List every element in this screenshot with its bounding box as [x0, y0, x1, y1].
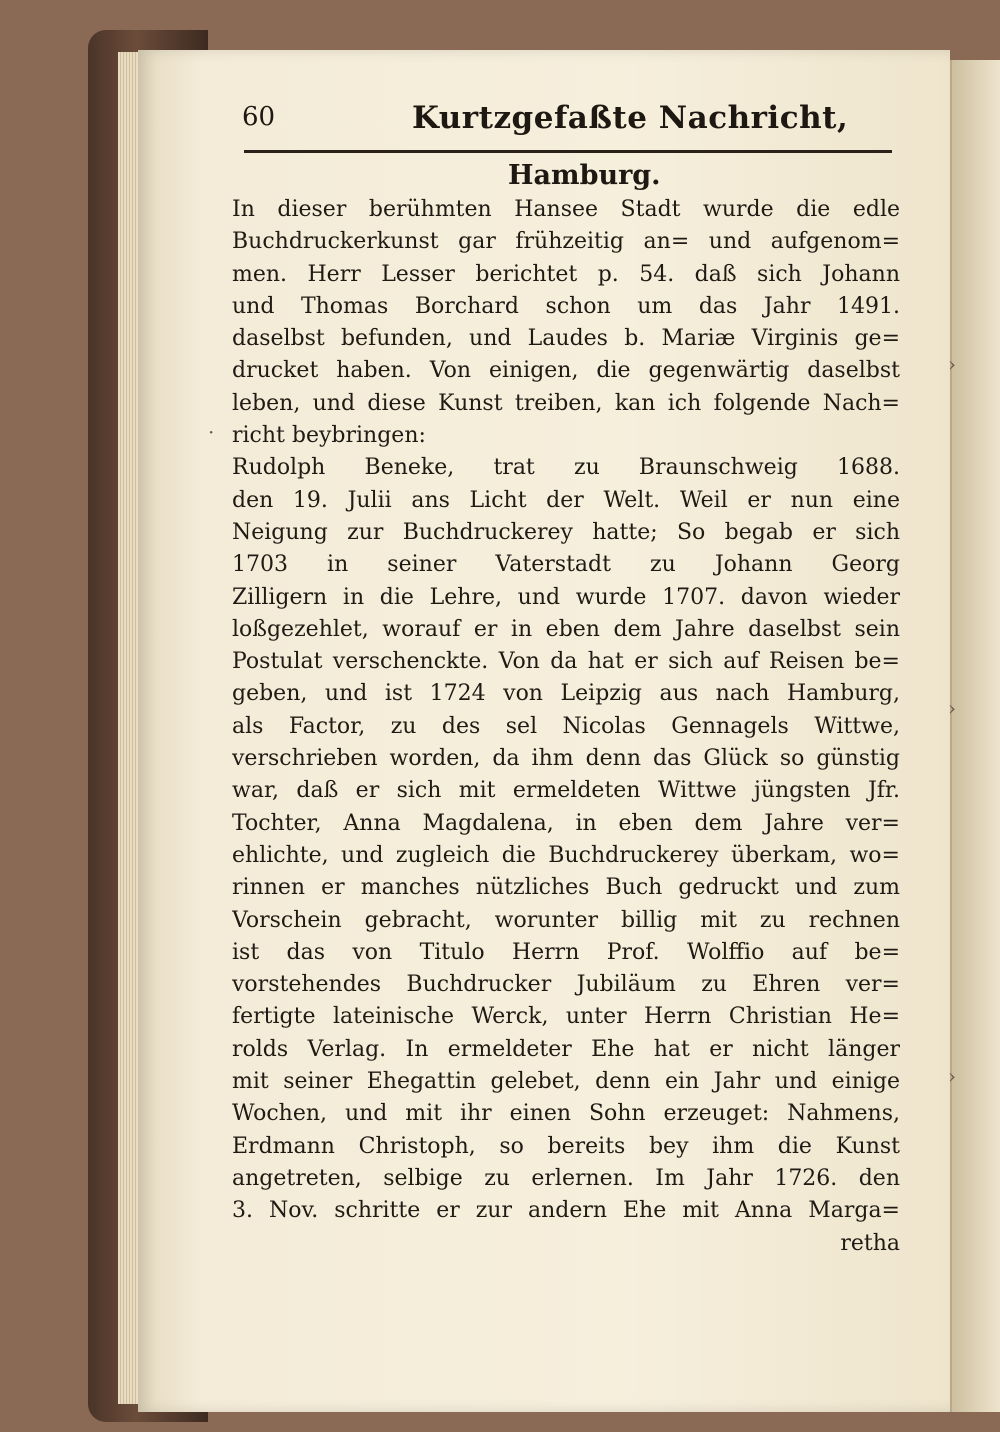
text-line: retha [840, 1230, 900, 1256]
page-number: 60 [242, 102, 276, 132]
text-line: geben, und ist 1724 von Leipzig aus nach Hamburg, [232, 681, 900, 707]
text-line: Wochen, und mit ihr einen Sohn erzeuget: Nahmens, [232, 1101, 900, 1127]
text-line: war, daß er sich mit ermeldeten Wittwe jüngsten Jfr. [232, 778, 900, 804]
facing-page-edge [950, 60, 1000, 1412]
text-line: verschrieben worden, da ihm denn das Glück so günstig [232, 746, 900, 772]
text-line: Vorschein gebracht, worunter billig mit zu rechnen [232, 907, 900, 933]
text-line: Zilligern in die Lehre, und wurde 1707. davon wieder [232, 584, 900, 610]
page-header [242, 100, 892, 150]
text-line: Neigung zur Buchdruckerey hatte; So begab er sich [232, 519, 900, 545]
text-line: als Factor, zu des sel Nicolas Gennagels Wittwe, [232, 713, 900, 739]
running-head: Kurtzgefaßte Nachricht, [412, 100, 849, 136]
text-line: Rudolph Beneke, trat zu Braunschweig 1688. [232, 455, 900, 481]
text-line: daselbst befunden, und Laudes b. Mariæ Virginis ge= [232, 326, 900, 352]
margin-mark: › [948, 1064, 956, 1088]
text-line: drucket haben. Von einigen, die gegenwärtig daselbst [232, 358, 900, 384]
text-line: Buchdruckerkunst gar frühzeitig an= und aufgenom= [232, 229, 900, 255]
text-line: angetreten, selbige zu erlernen. Im Jahr 1726. den [232, 1165, 900, 1191]
text-line: Postulat verschenckte. Von da hat er sich auf Reisen be= [232, 649, 900, 675]
text-line: den 19. Julii ans Licht der Welt. Weil er nun eine [232, 487, 900, 513]
text-line: 3. Nov. schritte er zur andern Ehe mit Anna Marga= [232, 1198, 900, 1224]
text-line: vorstehendes Buchdrucker Jubiläum zu Ehren ver= [232, 972, 900, 998]
text-line: fertigte lateinische Werck, unter Herrn Christian He= [232, 1004, 900, 1030]
text-line: Tochter, Anna Magdalena, in eben dem Jahre ver= [232, 810, 900, 836]
text-line: leben, und diese Kunst treiben, kan ich folgende Nach= [232, 390, 900, 416]
text-line: men. Herr Lesser berichtet p. 54. daß sich Johann [232, 261, 900, 287]
text-line: mit seiner Ehegattin gelebet, denn ein Jahr und einige [232, 1069, 900, 1095]
margin-mark: › [948, 696, 956, 720]
margin-mark: › [948, 352, 956, 376]
text-line: richt beybringen: [232, 423, 426, 449]
text-line: ist das von Titulo Herrn Prof. Wolffio auf be= [232, 939, 900, 965]
text-line: rinnen er manches nützliches Buch gedruckt und zum [232, 875, 900, 901]
text-line: Erdmann Christoph, so bereits bey ihm die Kunst [232, 1133, 900, 1159]
margin-mark: · [208, 420, 215, 444]
text-line: und Thomas Borchard schon um das Jahr 1491. [232, 293, 900, 319]
text-line: loßgezehlet, worauf er in eben dem Jahre daselbst sein [232, 616, 900, 642]
text-line: 1703 in seiner Vaterstadt zu Johann Georg [232, 552, 900, 578]
section-title: Hamburg. [508, 160, 661, 191]
text-line: ehlichte, und zugleich die Buchdruckerey überkam, wo= [232, 842, 900, 868]
text-line: In dieser berühmten Hansee Stadt wurde die edle [232, 197, 900, 222]
text-line: rolds Verlag. In ermeldeter Ehe hat er nicht länger [232, 1036, 900, 1062]
body-text [232, 194, 900, 1260]
header-rule [244, 150, 892, 153]
